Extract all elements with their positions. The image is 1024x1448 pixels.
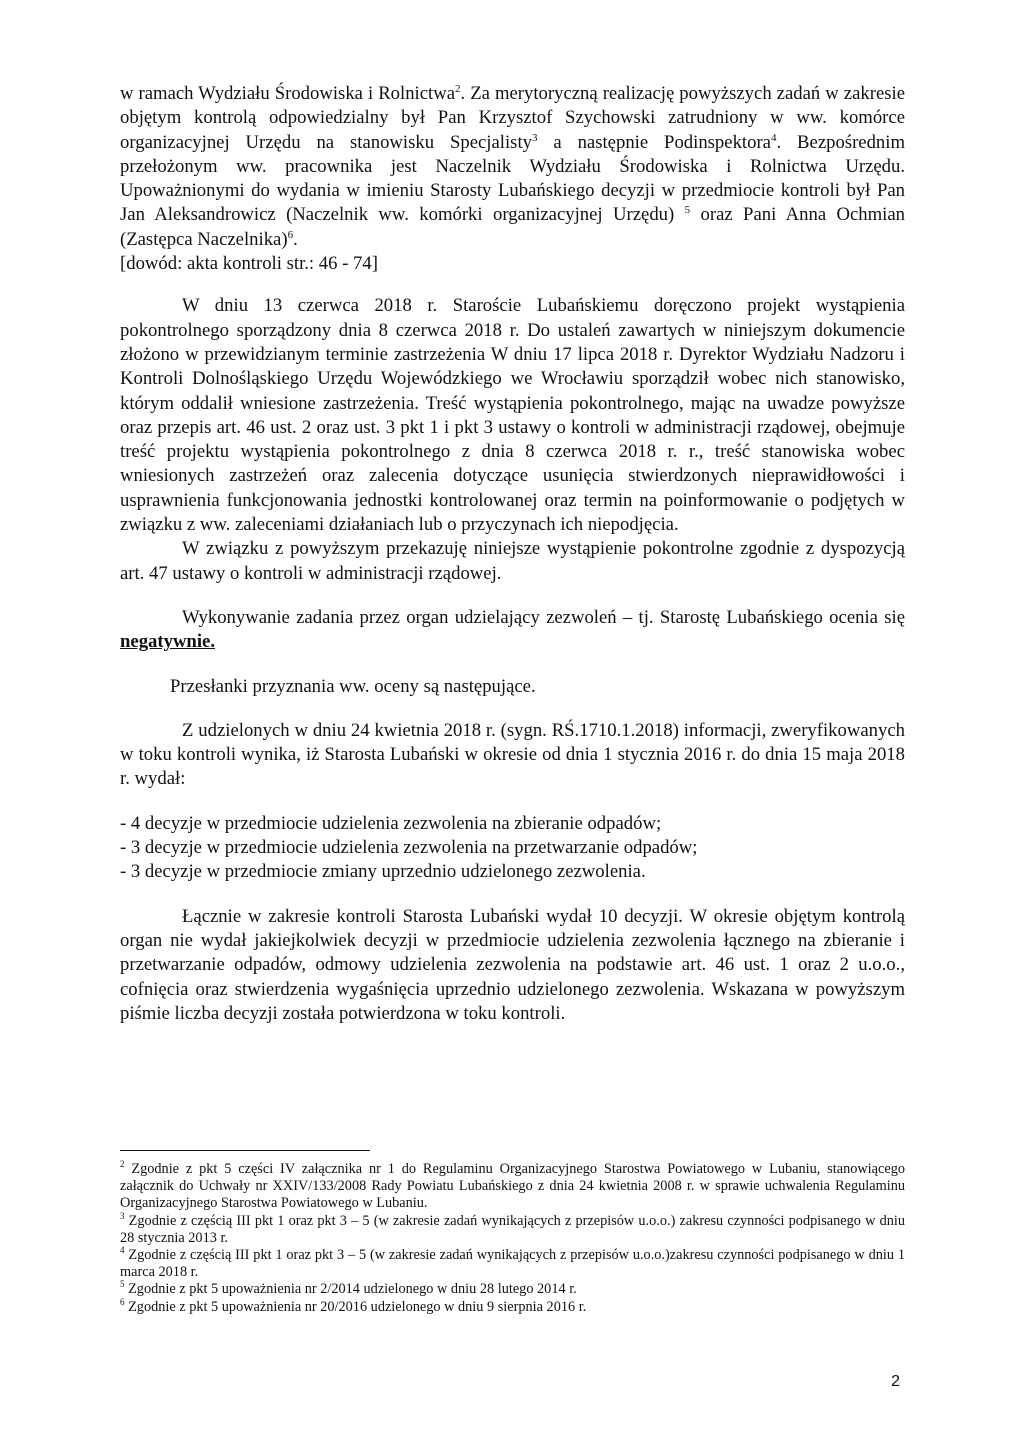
footnote: [120, 1247, 905, 1281]
paragraph-responsible-staff: [120, 82, 905, 252]
paragraph-information: Z udzielonych w dniu 24 kwietnia 2018 r. (sygn. RŚ.1710.1.2018) informacji, zweryfikowanych w toku kontroli wynika, iż Starosta Lubański w okresie od dnia 1 stycznia 2016 r. do dnia 15 maja 2018 r. wydał:: [120, 719, 905, 790]
footnotes: [120, 1150, 905, 1316]
footnote-text: Zgodnie z częścią III pkt 1 oraz pkt 3 – 5 (w zakresie zadań wynikających z przepisów u.o.o.)zakresu czynności podpisanego w dniu 1 marca 2018 r.: [120, 1247, 905, 1281]
paragraph-premises: Przesłanki przyznania ww. oceny są następujące.: [170, 675, 536, 697]
footnote: [120, 1210, 905, 1247]
footnote-number: 6: [120, 1296, 125, 1307]
text-run: Wykonywanie zadania przez organ udzielający zezwoleń – tj. Starostę Lubańskiego ocenia się: [182, 606, 905, 628]
assessment-result: negatywnie.: [120, 631, 215, 653]
list-item: - 3 decyzje w przedmiocie udzielenia zezwolenia na przetwarzanie odpadów;: [120, 837, 698, 859]
footnote-number: 2: [120, 1159, 125, 1170]
text-run: .: [293, 228, 298, 250]
footnote-number: 4: [120, 1245, 125, 1256]
footnote-text: Zgodnie z pkt 5 upoważnienia nr 2/2014 udzielonego w dniu 28 lutego 2014 r.: [124, 1281, 577, 1298]
document-body: [120, 82, 905, 1026]
paragraph-assessment: [120, 606, 905, 655]
text-run: w ramach Wydziału Środowiska i Rolnictwa: [120, 83, 456, 104]
footnote-ref[interactable]: 2: [455, 82, 461, 95]
text-run: . Bezpośrednim przełożonym ww. pracownika jest Naczelnik Wydziału Środowiska i Rolnictwa Urzędu. Upoważnionymi do wydania w imieniu Starosty Lubańskiego decyzji w przedmiocie kontroli był Pan Jan Aleksandrowicz (Naczelnik ww. komórki organizacyjnej Urzędu): [120, 131, 906, 226]
footnote-ref[interactable]: 5: [684, 204, 691, 217]
evidence-reference: [dowód: akta kontroli str.: 46 - 74]: [120, 253, 378, 275]
page-number: 2: [891, 1373, 900, 1390]
footnote-number: 3: [120, 1210, 125, 1221]
list-item: - 3 decyzje w przedmiocie zmiany uprzednio udzielonego zezwolenia.: [120, 861, 646, 883]
footnote-ref[interactable]: 3: [531, 131, 538, 144]
paragraph-summary: Łącznie w zakresie kontroli Starosta Lubański wydał 10 decyzji. W okresie objętym kontrolą organ nie wydał jakiejkolwiek decyzji w przedmiocie udzielenia zezwolenia łącznego na zbieranie i przetwarzanie odpadów, odmowy udzielenia zezwolenia na podstawie art. 46 ust. 1 oraz 2 u.o.o., cofnięcia oraz stwierdzenia wygaśnięcia uprzednio udzielonego zezwolenia. Wskazana w powyższym piśmie liczba decyzji została potwierdzona w toku kontroli.: [120, 905, 905, 1024]
paragraph-transfer: W związku z powyższym przekazuję niniejsze wystąpienie pokontrolne zgodnie z dyspozycją art. 47 ustawy o kontroli w administracji rządowej.: [120, 538, 905, 584]
text-run: a następnie Podinspektora: [537, 131, 771, 153]
text-run: . Za merytoryczną realizację powyższych zadań w zakresie objętym kontrolą odpowiedzialny był Pan Krzysztof Szychowski zatrudniony w ww. komórce organizacyjnej Urzędu na stanowisku Specjalisty: [120, 83, 905, 153]
decision-list: [120, 812, 905, 885]
footnote-divider: [120, 1150, 370, 1151]
footnote: [120, 1161, 905, 1213]
footnote-ref[interactable]: 6: [287, 228, 294, 241]
footnote-number: 5: [120, 1279, 125, 1290]
footnote-text: Zgodnie z pkt 5 upoważnienia nr 20/2016 udzielonego w dniu 9 sierpnia 2016 r.: [124, 1298, 587, 1315]
footnote-text: Zgodnie z częścią III pkt 1 oraz pkt 3 – 5 (w zakresie zadań wynikających z przepisów u.o.o.) zakresu czynności podpisanego w dniu 28 stycznia 2013 r.: [120, 1212, 905, 1246]
footnote-ref[interactable]: 4: [770, 131, 777, 144]
footnote: [120, 1281, 905, 1298]
paragraph-post-control-statement: W dniu 13 czerwca 2018 r. Staroście Lubańskiemu doręczono projekt wystąpienia pokontrolnego sporządzony dnia 8 czerwca 2018 r. Do ustaleń zawartych w niniejszym dokumencie złożono w przewidzianym terminie zastrzeżenia W dniu 17 lipca 2018 r. Dyrektor Wydziału Nadzoru i Kontroli Dolnośląskiego Urzędu Wojewódzkiego we Wrocławiu sporządził wobec nich stanowisko, którym oddalił wniesione zastrzeżenia. Treść wystąpienia pokontrolnego, mając na uwadze powyższe oraz przepis art. 46 ust. 2 oraz ust. 3 pkt 1 i pkt 3 ustawy o kontroli w administracji rządowej, obejmuje treść projektu wystąpienia pokontrolnego z dnia 8 czerwca 2018 r. r., treść stanowiska wobec wniesionych zastrzeżeń oraz zalecenia dotyczące usunięcia stwierdzonych nieprawidłowości i usprawnienia funkcjonowania jednostki kontrolowanej oraz termin na poinformowanie o podjętych w związku z ww. zaleceniami działaniach lub o przyczynach ich niepodjęcia.: [120, 295, 905, 536]
footnote: [120, 1296, 905, 1316]
text-run: oraz Pani Anna Ochmian (Zastępca Naczelnika): [120, 204, 905, 250]
list-item: - 4 decyzje w przedmiocie udzielenia zezwolenia na zbieranie odpadów;: [120, 812, 662, 834]
footnote-text: Zgodnie z pkt 5 części IV załącznika nr 1 do Regulaminu Organizacyjnego Starostwa Powiatowego w Lubaniu, stanowiącego załącznik do Uchwały nr XXIV/133/2008 Rady Powiatu Lubańskiego z dnia 24 kwietnia 2008 r. w sprawie uchwalenia Regulaminu Organizacyjnego Starostwa Powiatowego w Lubaniu.: [120, 1161, 905, 1212]
